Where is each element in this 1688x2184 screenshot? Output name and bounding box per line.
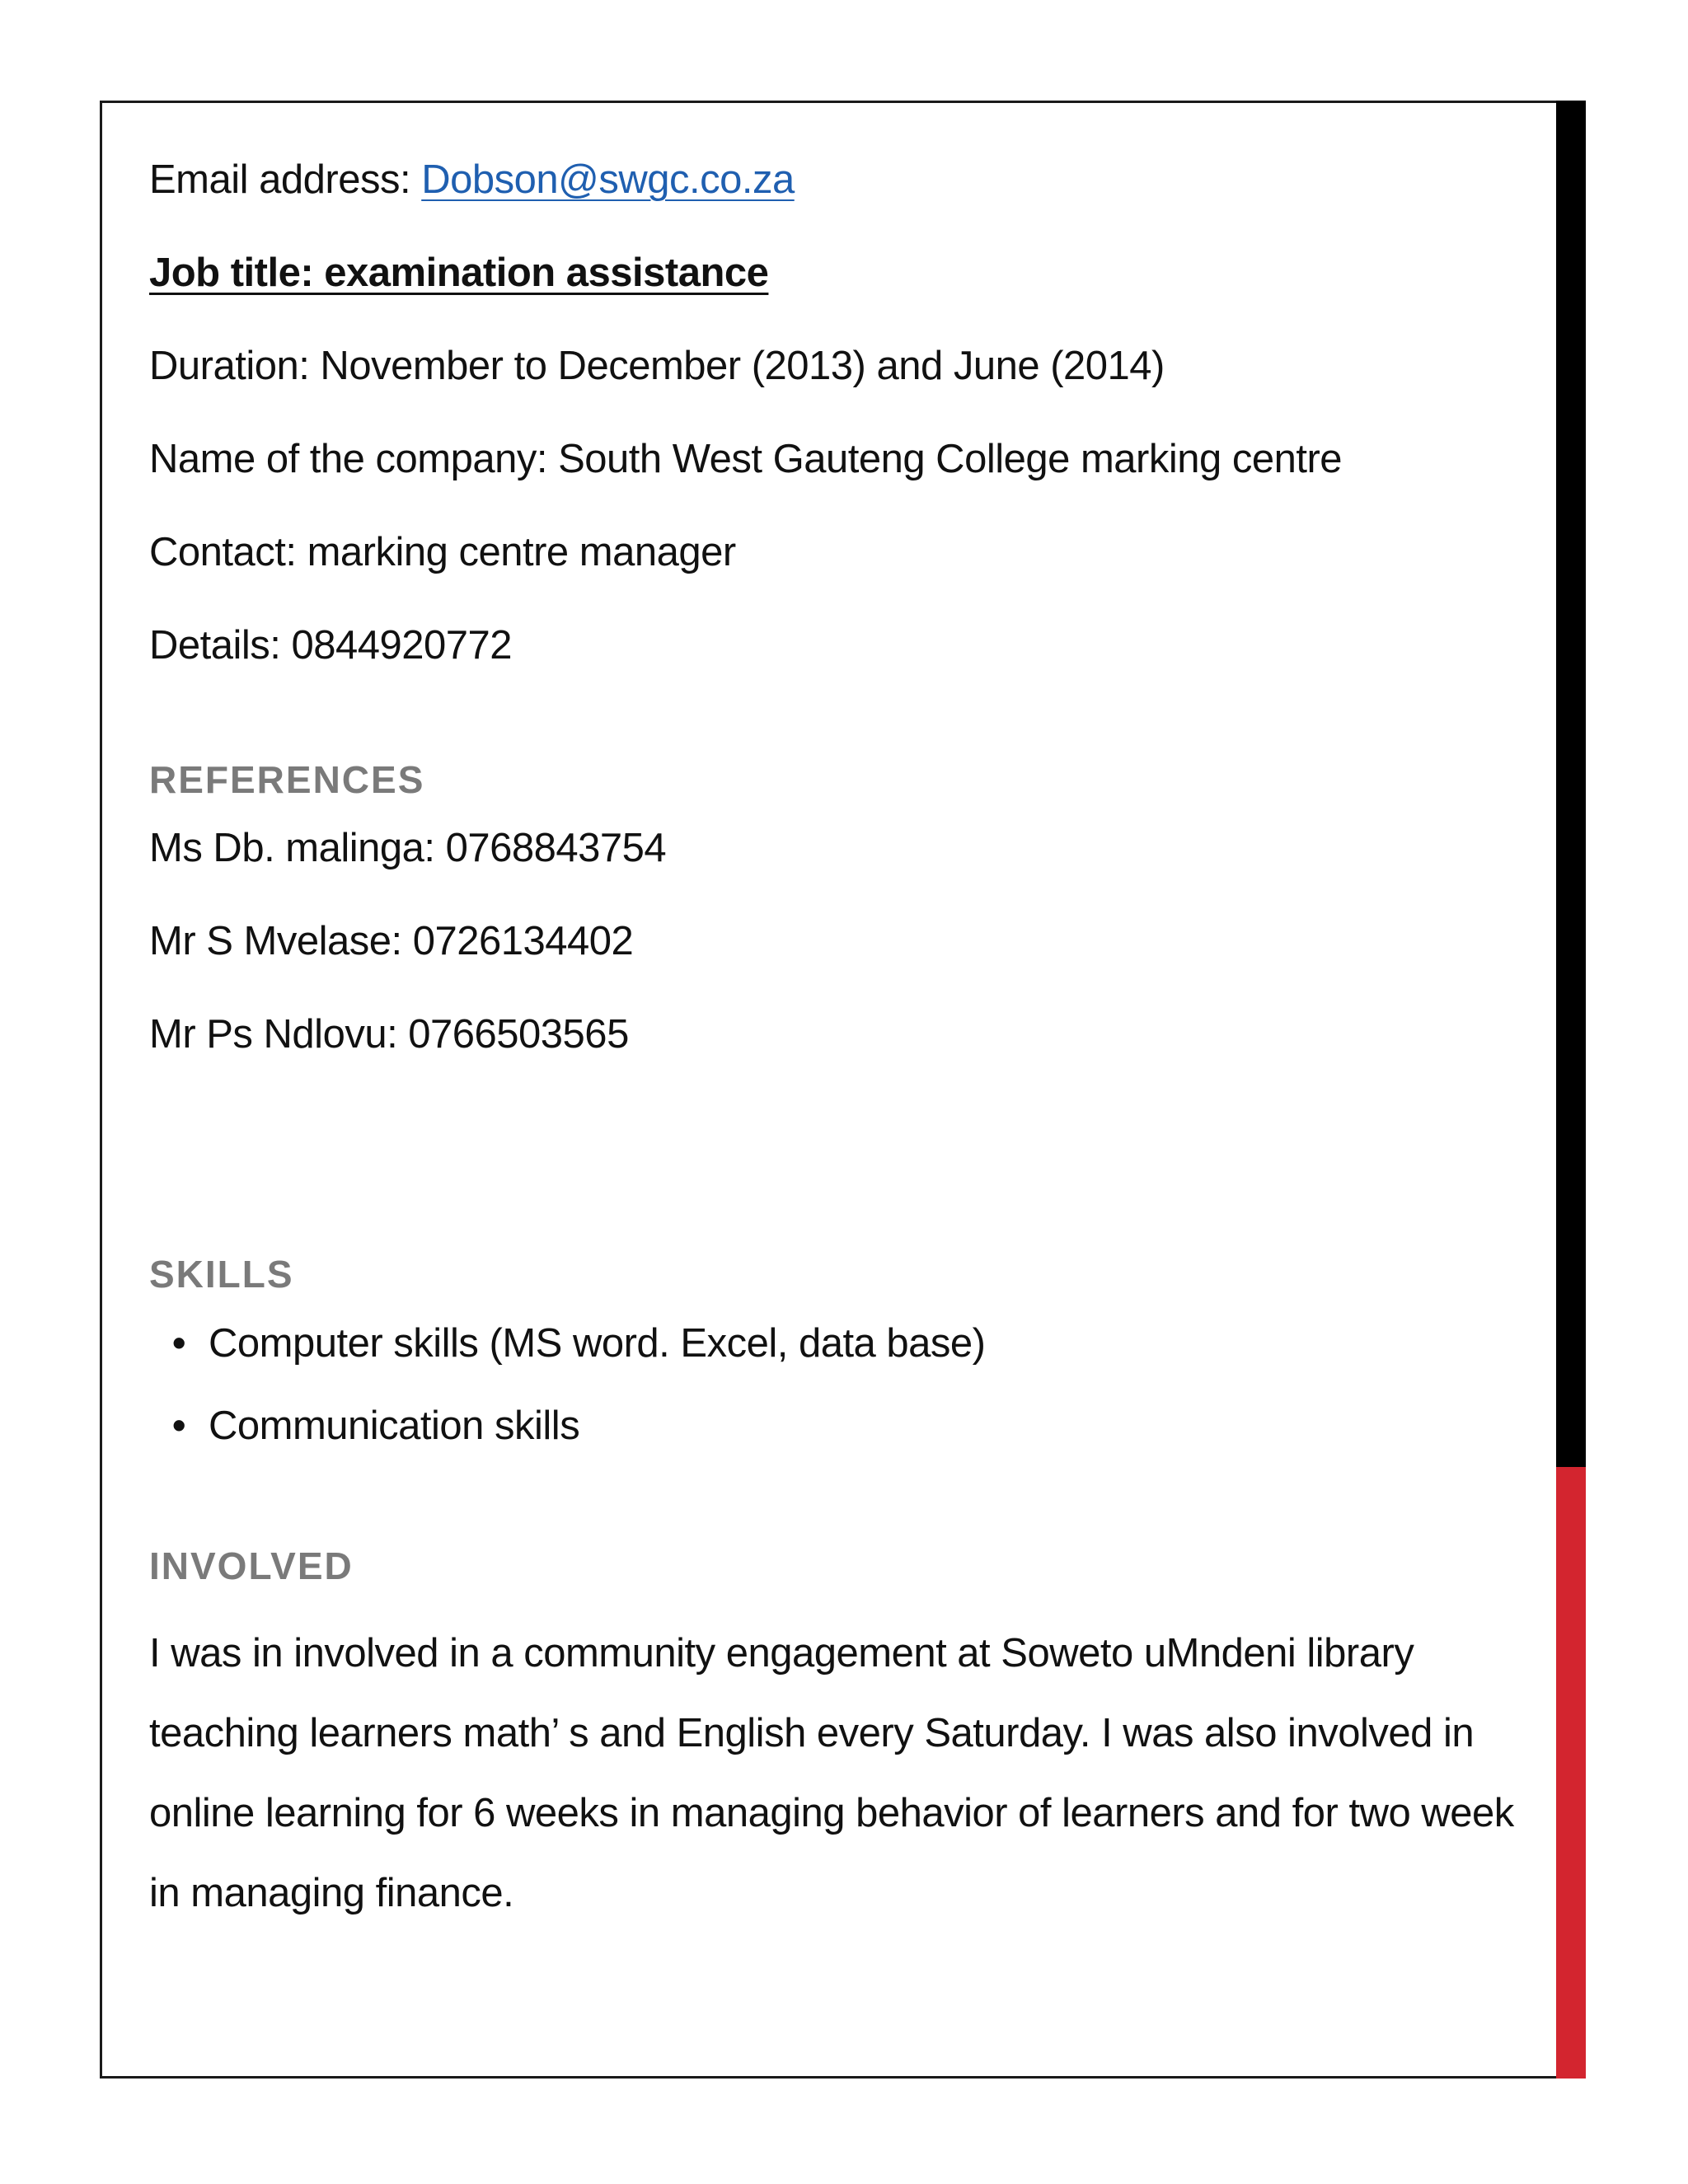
email-link[interactable]: Dobson@swgc.co.za <box>421 157 795 202</box>
skill-text: Computer skills (MS word. Excel, data base) <box>209 1321 986 1366</box>
reference-item: Ms Db. malinga: 0768843754 <box>149 826 667 870</box>
reference-item: Mr Ps Ndlovu: 0766503565 <box>149 1012 629 1057</box>
job-contact: Contact: marking centre manager <box>149 530 736 574</box>
side-accent-bar-black <box>1556 101 1586 1467</box>
involved-paragraph: I was in involved in a community engagement at Soweto uMndeni library teaching learners math’ s and English every Saturday. I was also involved in online learning for 6 weeks in managing behavior of learners and for two week in managing finance. <box>149 1631 1514 1915</box>
email-line <box>149 155 795 204</box>
side-accent-bar-red <box>1556 1467 1586 2079</box>
reference-item: Mr S Mvelase: 0726134402 <box>149 919 634 963</box>
skill-text: Communication skills <box>209 1404 580 1448</box>
job-duration: Duration: November to December (2013) and June (2014) <box>149 344 1165 388</box>
job-details: Details: 0844920772 <box>149 623 513 668</box>
skill-list-item <box>149 1401 579 1451</box>
email-label: Email address: <box>149 157 422 202</box>
job-title-text: Job title: examination assistance <box>149 251 769 295</box>
job-title <box>149 248 768 298</box>
bullet-icon: • <box>171 1321 186 1366</box>
involved-heading: INVOLVED <box>149 1544 354 1587</box>
job-company: Name of the company: South West Gauteng College marking centre <box>149 437 1343 481</box>
skill-list-item <box>149 1319 986 1368</box>
skills-heading: SKILLS <box>149 1253 294 1296</box>
references-heading: REFERENCES <box>149 758 425 801</box>
bullet-icon: • <box>171 1404 186 1448</box>
